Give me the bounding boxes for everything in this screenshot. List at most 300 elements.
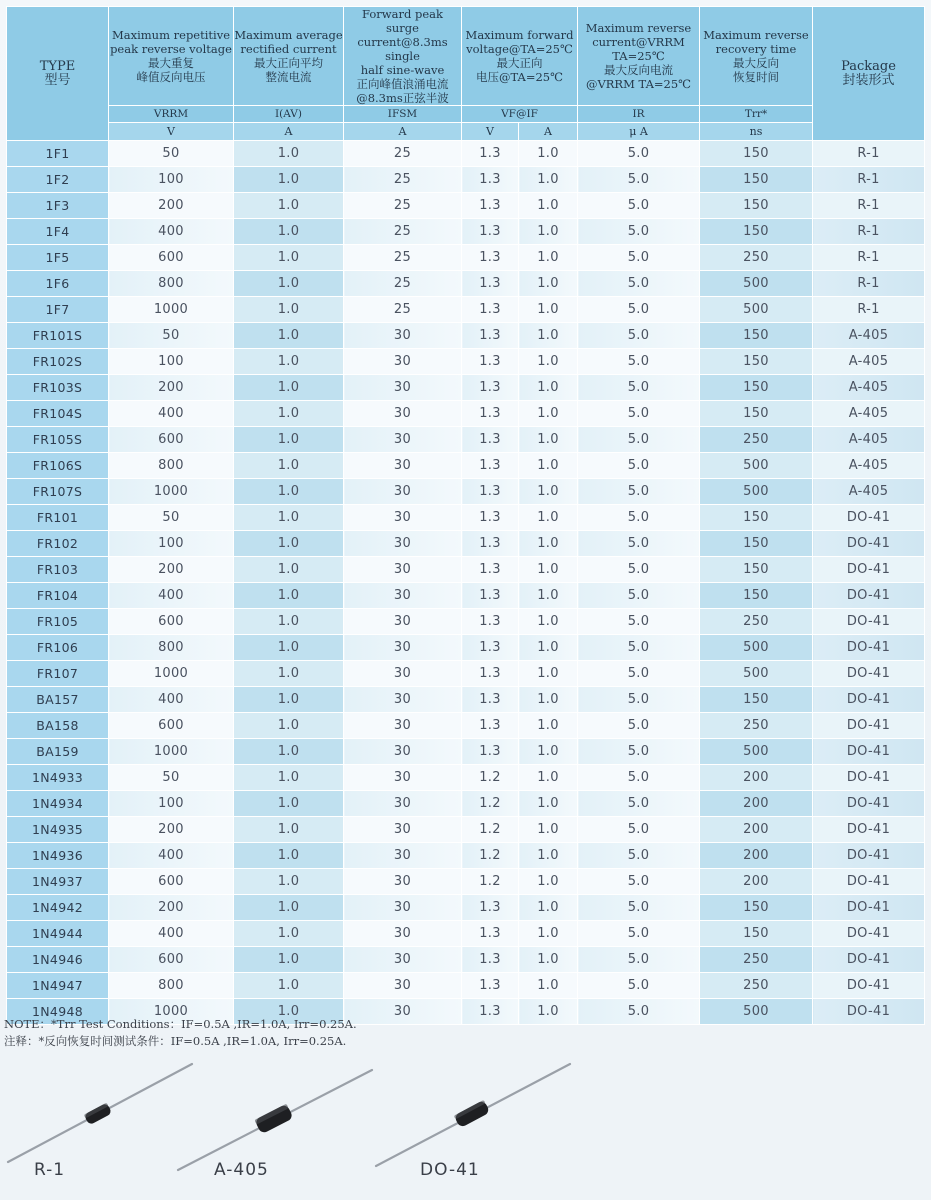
- cell-package: R-1: [813, 245, 925, 271]
- cell-ir: 5.0: [578, 947, 700, 973]
- cell-ifsm: 30: [344, 505, 462, 531]
- cell-trr: 150: [700, 687, 813, 713]
- header-ir-line4: 最大反向电流: [604, 63, 673, 77]
- cell-vf: 1.3: [462, 947, 519, 973]
- cell-ir: 5.0: [578, 557, 700, 583]
- cell-vf: 1.3: [462, 895, 519, 921]
- cell-package: DO-41: [813, 661, 925, 687]
- cell-vrrm: 50: [109, 323, 234, 349]
- cell-trr: 150: [700, 219, 813, 245]
- cell-trr: 150: [700, 583, 813, 609]
- cell-ifsm: 30: [344, 869, 462, 895]
- cell-ifsm: 30: [344, 349, 462, 375]
- cell-vf: 1.3: [462, 141, 519, 167]
- cell-vf: 1.2: [462, 791, 519, 817]
- cell-package: R-1: [813, 271, 925, 297]
- cell-iav: 1.0: [234, 427, 344, 453]
- cell-iav: 1.0: [234, 843, 344, 869]
- cell-if: 1.0: [519, 739, 578, 765]
- cell-vrrm: 600: [109, 609, 234, 635]
- header-type-cn: 型号: [44, 72, 71, 88]
- header-type: [7, 7, 109, 141]
- cell-vf: 1.3: [462, 193, 519, 219]
- cell-ir: 5.0: [578, 245, 700, 271]
- cell-ifsm: 30: [344, 635, 462, 661]
- cell-ifsm: 30: [344, 739, 462, 765]
- cell-vrrm: 1000: [109, 739, 234, 765]
- cell-ir: 5.0: [578, 973, 700, 999]
- cell-ifsm: 30: [344, 531, 462, 557]
- unit-trr: ns: [700, 123, 813, 141]
- header-type-en: TYPE: [39, 58, 76, 74]
- cell-iav: 1.0: [234, 687, 344, 713]
- cell-if: 1.0: [519, 713, 578, 739]
- cell-trr: 250: [700, 609, 813, 635]
- header-ifsm-line5: @8.3ms正弦半波: [356, 91, 449, 105]
- cell-trr: 500: [700, 999, 813, 1025]
- cell-iav: 1.0: [234, 271, 344, 297]
- cell-ir: 5.0: [578, 869, 700, 895]
- cell-type: FR106S: [7, 453, 109, 479]
- cell-if: 1.0: [519, 167, 578, 193]
- cell-ir: 5.0: [578, 193, 700, 219]
- cell-vf: 1.3: [462, 297, 519, 323]
- cell-vf: 1.3: [462, 583, 519, 609]
- cell-vrrm: 600: [109, 947, 234, 973]
- cell-trr: 200: [700, 791, 813, 817]
- cell-if: 1.0: [519, 583, 578, 609]
- cell-vrrm: 50: [109, 765, 234, 791]
- cell-vrrm: 400: [109, 219, 234, 245]
- cell-trr: 500: [700, 271, 813, 297]
- table-row: [7, 713, 925, 739]
- cell-iav: 1.0: [234, 583, 344, 609]
- cell-ir: 5.0: [578, 609, 700, 635]
- cell-if: 1.0: [519, 505, 578, 531]
- cell-ir: 5.0: [578, 661, 700, 687]
- cell-type: 1N4942: [7, 895, 109, 921]
- cell-ir: 5.0: [578, 531, 700, 557]
- cell-ir: 5.0: [578, 375, 700, 401]
- cell-if: 1.0: [519, 869, 578, 895]
- table-row: [7, 739, 925, 765]
- table-row: [7, 947, 925, 973]
- cell-iav: 1.0: [234, 245, 344, 271]
- cell-vrrm: 200: [109, 375, 234, 401]
- cell-package: DO-41: [813, 895, 925, 921]
- header-ifsm: [344, 7, 462, 106]
- cell-type: 1F2: [7, 167, 109, 193]
- cell-package: DO-41: [813, 505, 925, 531]
- cell-if: 1.0: [519, 427, 578, 453]
- cell-ir: 5.0: [578, 999, 700, 1025]
- cell-type: FR105S: [7, 427, 109, 453]
- cell-ir: 5.0: [578, 349, 700, 375]
- cell-ir: 5.0: [578, 141, 700, 167]
- cell-iav: 1.0: [234, 999, 344, 1025]
- cell-vrrm: 100: [109, 349, 234, 375]
- cell-package: A-405: [813, 401, 925, 427]
- cell-vrrm: 600: [109, 427, 234, 453]
- header-iav-line2: rectified current: [240, 42, 337, 56]
- cell-type: FR101S: [7, 323, 109, 349]
- cell-iav: 1.0: [234, 531, 344, 557]
- cell-package: DO-41: [813, 765, 925, 791]
- cell-trr: 500: [700, 661, 813, 687]
- cell-iav: 1.0: [234, 609, 344, 635]
- cell-type: 1N4935: [7, 817, 109, 843]
- cell-ifsm: 30: [344, 583, 462, 609]
- note-cn: 注释：*反向恢复时间测试条件：IF=0.5A ,IR=1.0A, Irr=0.25A.: [4, 1034, 347, 1048]
- cell-ir: 5.0: [578, 505, 700, 531]
- cell-iav: 1.0: [234, 713, 344, 739]
- cell-ir: 5.0: [578, 167, 700, 193]
- cell-vrrm: 1000: [109, 661, 234, 687]
- cell-iav: 1.0: [234, 895, 344, 921]
- header-ir: [578, 7, 700, 106]
- unit-vrrm: V: [109, 123, 234, 141]
- header-iav-line1: Maximum average: [234, 28, 343, 42]
- cell-iav: 1.0: [234, 817, 344, 843]
- cell-package: DO-41: [813, 687, 925, 713]
- cell-vrrm: 200: [109, 557, 234, 583]
- cell-trr: 250: [700, 973, 813, 999]
- cell-iav: 1.0: [234, 453, 344, 479]
- cell-ir: 5.0: [578, 739, 700, 765]
- cell-type: 1N4936: [7, 843, 109, 869]
- cell-iav: 1.0: [234, 791, 344, 817]
- cell-ifsm: 25: [344, 167, 462, 193]
- cell-trr: 200: [700, 817, 813, 843]
- table-row: [7, 193, 925, 219]
- table-row: [7, 661, 925, 687]
- header-trr-line2: recovery time: [715, 42, 797, 56]
- cell-vrrm: 400: [109, 843, 234, 869]
- cell-vrrm: 1000: [109, 999, 234, 1025]
- cell-vrrm: 600: [109, 869, 234, 895]
- cell-vf: 1.3: [462, 245, 519, 271]
- cell-if: 1.0: [519, 687, 578, 713]
- cell-vrrm: 200: [109, 193, 234, 219]
- cell-vf: 1.3: [462, 739, 519, 765]
- cell-if: 1.0: [519, 661, 578, 687]
- cell-vrrm: 1000: [109, 479, 234, 505]
- cell-package: A-405: [813, 427, 925, 453]
- cell-iav: 1.0: [234, 193, 344, 219]
- cell-if: 1.0: [519, 791, 578, 817]
- header-ir-line2: current@VRRM: [592, 35, 685, 49]
- label-r1: R-1: [34, 1160, 66, 1180]
- table-row: [7, 817, 925, 843]
- cell-if: 1.0: [519, 401, 578, 427]
- table-row: [7, 219, 925, 245]
- header-vrrm-line2: peak reverse voltage: [110, 42, 232, 56]
- cell-trr: 500: [700, 479, 813, 505]
- diode-spec-table: [6, 6, 925, 1025]
- cell-vrrm: 1000: [109, 297, 234, 323]
- cell-vf: 1.3: [462, 505, 519, 531]
- cell-ir: 5.0: [578, 895, 700, 921]
- table-row: [7, 297, 925, 323]
- header-ifsm-line1: Forward peak surge: [362, 7, 443, 35]
- cell-if: 1.0: [519, 921, 578, 947]
- header-package-cn: 封装形式: [842, 72, 895, 88]
- table-row: [7, 349, 925, 375]
- header-iav-line3: 最大正向平均: [254, 56, 323, 70]
- a405-diode-image: [170, 1062, 380, 1177]
- cell-vf: 1.3: [462, 557, 519, 583]
- cell-ir: 5.0: [578, 479, 700, 505]
- table-row: [7, 141, 925, 167]
- cell-vf: 1.3: [462, 921, 519, 947]
- header-vf-line4: 电压@TA=25℃: [476, 70, 563, 84]
- cell-vrrm: 600: [109, 245, 234, 271]
- cell-package: DO-41: [813, 921, 925, 947]
- table-row: [7, 921, 925, 947]
- cell-ifsm: 30: [344, 375, 462, 401]
- cell-vrrm: 400: [109, 687, 234, 713]
- cell-type: FR101: [7, 505, 109, 531]
- cell-ifsm: 30: [344, 791, 462, 817]
- table-header: [7, 7, 925, 141]
- cell-vrrm: 200: [109, 817, 234, 843]
- header-ifsm-line3: half sine-wave: [360, 63, 445, 77]
- header-trr-line3: 最大反向: [733, 56, 779, 70]
- cell-package: DO-41: [813, 817, 925, 843]
- table-row: [7, 583, 925, 609]
- cell-if: 1.0: [519, 895, 578, 921]
- cell-package: DO-41: [813, 583, 925, 609]
- cell-trr: 500: [700, 453, 813, 479]
- cell-package: DO-41: [813, 791, 925, 817]
- table-row: [7, 427, 925, 453]
- symbol-vf: VF@IF: [462, 106, 578, 123]
- table-row: [7, 791, 925, 817]
- cell-trr: 150: [700, 193, 813, 219]
- cell-if: 1.0: [519, 635, 578, 661]
- header-vf-line1: Maximum forward: [465, 28, 574, 42]
- table-row: [7, 765, 925, 791]
- header-ir-line5: @VRRM TA=25℃: [585, 77, 692, 91]
- cell-type: BA159: [7, 739, 109, 765]
- cell-trr: 250: [700, 427, 813, 453]
- unit-ir: μ A: [578, 123, 700, 141]
- cell-trr: 200: [700, 765, 813, 791]
- cell-trr: 250: [700, 947, 813, 973]
- cell-if: 1.0: [519, 609, 578, 635]
- header-ifsm-line2: current@8.3ms single: [357, 35, 448, 63]
- cell-if: 1.0: [519, 141, 578, 167]
- cell-ir: 5.0: [578, 713, 700, 739]
- cell-if: 1.0: [519, 349, 578, 375]
- cell-type: FR102: [7, 531, 109, 557]
- cell-package: DO-41: [813, 713, 925, 739]
- table-row: [7, 167, 925, 193]
- cell-if: 1.0: [519, 947, 578, 973]
- cell-iav: 1.0: [234, 973, 344, 999]
- table-row: [7, 323, 925, 349]
- cell-ifsm: 30: [344, 713, 462, 739]
- cell-trr: 500: [700, 739, 813, 765]
- cell-vf: 1.3: [462, 375, 519, 401]
- cell-vrrm: 100: [109, 167, 234, 193]
- cell-iav: 1.0: [234, 635, 344, 661]
- table-row: [7, 557, 925, 583]
- cell-ir: 5.0: [578, 323, 700, 349]
- cell-vf: 1.3: [462, 687, 519, 713]
- table-row: [7, 375, 925, 401]
- cell-ifsm: 30: [344, 843, 462, 869]
- header-vrrm-line3: 最大重复: [148, 56, 194, 70]
- cell-type: 1N4933: [7, 765, 109, 791]
- cell-vf: 1.3: [462, 609, 519, 635]
- label-do41: DO-41: [420, 1160, 480, 1180]
- cell-vf: 1.2: [462, 869, 519, 895]
- cell-ir: 5.0: [578, 921, 700, 947]
- cell-type: 1N4947: [7, 973, 109, 999]
- cell-trr: 150: [700, 895, 813, 921]
- cell-ir: 5.0: [578, 817, 700, 843]
- cell-iav: 1.0: [234, 765, 344, 791]
- cell-if: 1.0: [519, 557, 578, 583]
- cell-iav: 1.0: [234, 167, 344, 193]
- cell-iav: 1.0: [234, 297, 344, 323]
- cell-package: R-1: [813, 219, 925, 245]
- cell-vrrm: 200: [109, 895, 234, 921]
- cell-if: 1.0: [519, 219, 578, 245]
- cell-package: DO-41: [813, 557, 925, 583]
- table-body: [7, 141, 925, 1025]
- cell-vf: 1.3: [462, 219, 519, 245]
- unit-ifsm: A: [344, 123, 462, 141]
- table-row: [7, 843, 925, 869]
- cell-trr: 150: [700, 531, 813, 557]
- cell-ifsm: 30: [344, 427, 462, 453]
- cell-vf: 1.2: [462, 843, 519, 869]
- cell-vf: 1.3: [462, 401, 519, 427]
- header-trr: [700, 7, 813, 106]
- cell-package: R-1: [813, 141, 925, 167]
- cell-type: FR103S: [7, 375, 109, 401]
- cell-iav: 1.0: [234, 505, 344, 531]
- cell-ir: 5.0: [578, 765, 700, 791]
- header-ifsm-line4: 正向峰值浪涌电流: [356, 77, 449, 91]
- cell-type: 1N4934: [7, 791, 109, 817]
- cell-iav: 1.0: [234, 323, 344, 349]
- cell-vf: 1.3: [462, 531, 519, 557]
- cell-type: 1F7: [7, 297, 109, 323]
- notes: [4, 1016, 357, 1050]
- cell-trr: 250: [700, 713, 813, 739]
- cell-if: 1.0: [519, 843, 578, 869]
- cell-iav: 1.0: [234, 947, 344, 973]
- cell-type: 1N4937: [7, 869, 109, 895]
- cell-trr: 150: [700, 505, 813, 531]
- header-iav: [234, 7, 344, 106]
- cell-trr: 150: [700, 349, 813, 375]
- cell-ifsm: 30: [344, 453, 462, 479]
- cell-ir: 5.0: [578, 791, 700, 817]
- cell-package: DO-41: [813, 869, 925, 895]
- table-row: [7, 453, 925, 479]
- cell-vrrm: 400: [109, 583, 234, 609]
- cell-type: FR105: [7, 609, 109, 635]
- table-row: [7, 401, 925, 427]
- cell-ifsm: 30: [344, 401, 462, 427]
- cell-vf: 1.3: [462, 661, 519, 687]
- cell-type: FR107S: [7, 479, 109, 505]
- cell-iav: 1.0: [234, 739, 344, 765]
- note-en: NOTE：*Trr Test Conditions：IF=0.5A ,IR=1.0A, Irr=0.25A.: [4, 1017, 357, 1031]
- cell-package: A-405: [813, 453, 925, 479]
- cell-ifsm: 25: [344, 219, 462, 245]
- cell-iav: 1.0: [234, 141, 344, 167]
- header-vrrm: [109, 7, 234, 106]
- symbol-iav: I(AV): [234, 106, 344, 123]
- cell-vrrm: 800: [109, 271, 234, 297]
- cell-package: A-405: [813, 479, 925, 505]
- cell-ifsm: 30: [344, 765, 462, 791]
- cell-ir: 5.0: [578, 271, 700, 297]
- cell-vrrm: 50: [109, 505, 234, 531]
- cell-vf: 1.3: [462, 453, 519, 479]
- cell-iav: 1.0: [234, 479, 344, 505]
- cell-trr: 150: [700, 557, 813, 583]
- cell-ir: 5.0: [578, 583, 700, 609]
- cell-type: FR102S: [7, 349, 109, 375]
- cell-type: FR106: [7, 635, 109, 661]
- cell-package: A-405: [813, 349, 925, 375]
- cell-vrrm: 600: [109, 713, 234, 739]
- header-vf-line2: voltage@TA=25℃: [466, 42, 573, 56]
- cell-iav: 1.0: [234, 349, 344, 375]
- cell-iav: 1.0: [234, 921, 344, 947]
- header-iav-line4: 整流电流: [265, 70, 312, 84]
- do41-diode-image: [368, 1056, 578, 1171]
- cell-vf: 1.3: [462, 427, 519, 453]
- cell-ifsm: 30: [344, 817, 462, 843]
- unit-vf-v: V: [462, 123, 519, 141]
- cell-ifsm: 25: [344, 271, 462, 297]
- cell-trr: 200: [700, 843, 813, 869]
- table-row: [7, 609, 925, 635]
- cell-trr: 500: [700, 297, 813, 323]
- cell-iav: 1.0: [234, 869, 344, 895]
- cell-vf: 1.3: [462, 479, 519, 505]
- cell-vf: 1.2: [462, 817, 519, 843]
- cell-if: 1.0: [519, 973, 578, 999]
- header-vf: [462, 7, 578, 106]
- cell-type: 1F4: [7, 219, 109, 245]
- cell-iav: 1.0: [234, 219, 344, 245]
- cell-ir: 5.0: [578, 687, 700, 713]
- cell-vf: 1.3: [462, 713, 519, 739]
- header-package-en: Package: [841, 58, 896, 74]
- cell-if: 1.0: [519, 453, 578, 479]
- cell-vrrm: 800: [109, 635, 234, 661]
- cell-trr: 250: [700, 245, 813, 271]
- table-row: [7, 245, 925, 271]
- cell-ir: 5.0: [578, 843, 700, 869]
- cell-type: FR103: [7, 557, 109, 583]
- cell-package: DO-41: [813, 635, 925, 661]
- table-row: [7, 895, 925, 921]
- cell-type: FR107: [7, 661, 109, 687]
- symbol-vrrm: VRRM: [109, 106, 234, 123]
- cell-ifsm: 30: [344, 323, 462, 349]
- cell-trr: 150: [700, 401, 813, 427]
- header-package: [813, 7, 925, 141]
